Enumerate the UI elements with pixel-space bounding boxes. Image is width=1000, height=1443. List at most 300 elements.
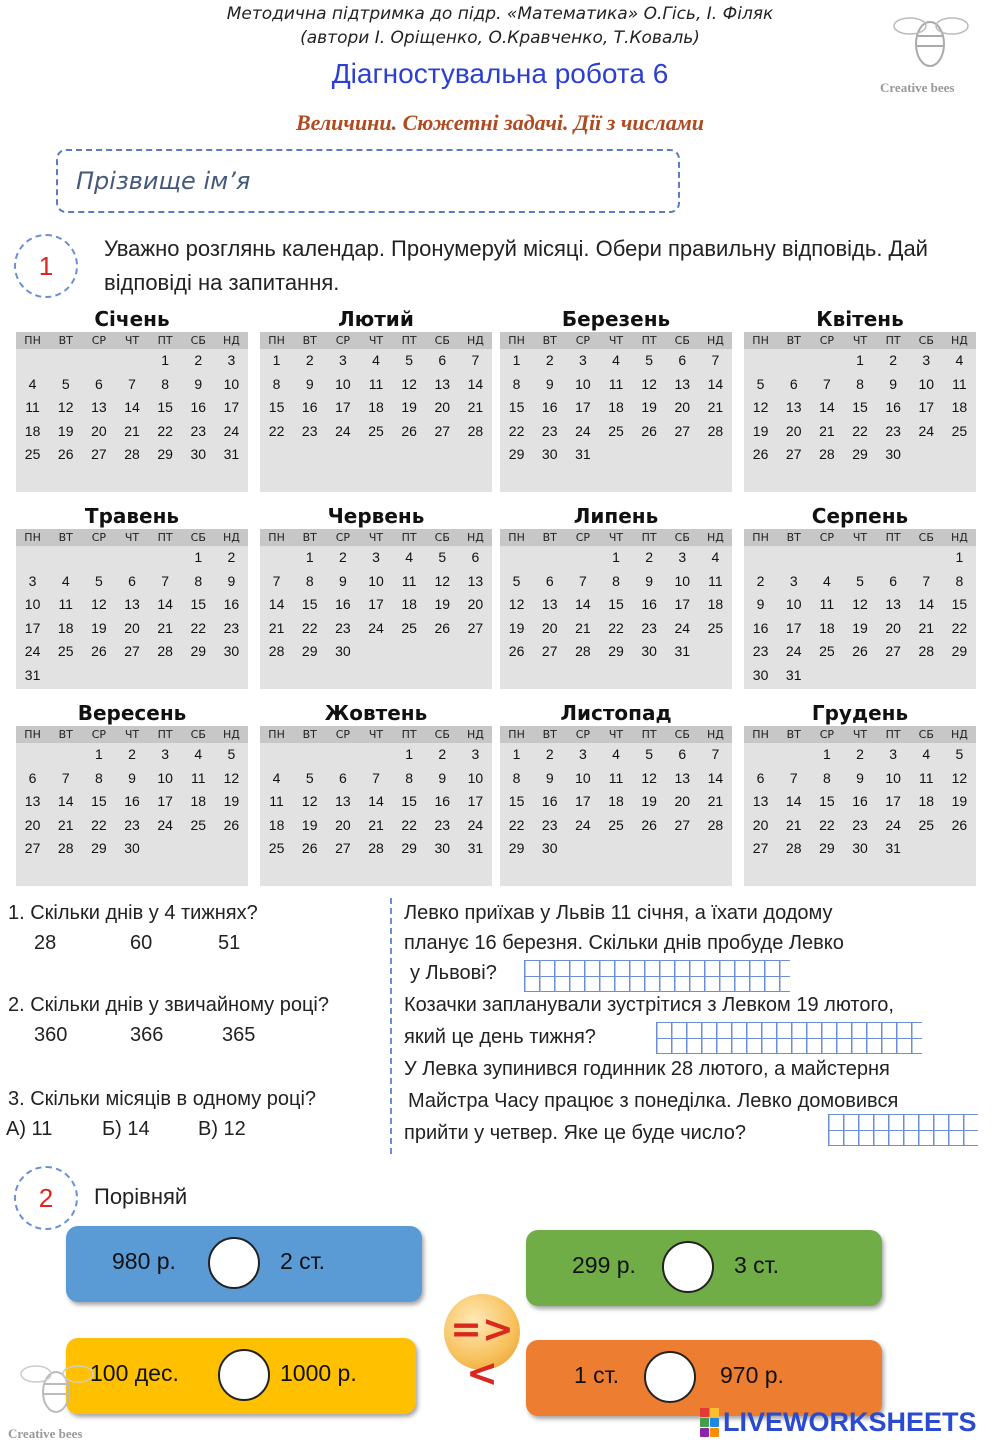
day-cell: [16, 743, 49, 767]
problem-2-answer-grid[interactable]: [656, 1022, 922, 1054]
weekday-label: ПТ: [401, 728, 417, 741]
day-cell: 25: [24, 446, 41, 462]
weekday-label: ПТ: [641, 728, 657, 741]
week-row: [16, 743, 248, 767]
compare-3-answer-circle[interactable]: [218, 1349, 270, 1401]
weekday-label: СР: [819, 728, 835, 741]
day-cell: 18: [57, 619, 74, 636]
day-cell: 19: [641, 793, 657, 809]
day-cell: 24: [467, 816, 484, 833]
week-row: [16, 814, 248, 838]
day-cell: 17: [575, 793, 591, 809]
day-cell: 24: [575, 816, 591, 833]
month-name: Травень: [84, 504, 180, 528]
weekday-label: ПН: [268, 728, 285, 741]
day-cell: 4: [272, 769, 281, 786]
q1-option-a[interactable]: 28: [34, 932, 57, 954]
weekday-label: НД: [950, 728, 968, 741]
week-row: [744, 443, 976, 467]
day-cell: [910, 837, 943, 861]
day-cell: 8: [856, 375, 864, 392]
month-calendar: [500, 503, 732, 689]
day-cell: 17: [674, 596, 691, 612]
weekday-label: ПН: [24, 728, 41, 741]
day-cell: 7: [61, 769, 70, 786]
day-cell: [744, 349, 777, 373]
day-cell: 2: [756, 572, 765, 589]
day-cell: 11: [608, 769, 624, 786]
day-cell: 4: [194, 746, 203, 762]
day-cell: 15: [401, 793, 417, 809]
day-cell: [910, 443, 943, 467]
day-cell: 15: [819, 793, 835, 809]
day-cell: 8: [94, 769, 103, 786]
month-name: Жовтень: [324, 701, 428, 725]
weekday-label: СБ: [190, 728, 206, 741]
month-grid: [260, 726, 492, 886]
week-row: [16, 593, 248, 617]
day-cell: 9: [545, 375, 554, 392]
day-cell: 7: [822, 375, 831, 392]
month-name: Січень: [94, 307, 170, 331]
weekday-label: СБ: [918, 531, 934, 544]
day-cell: 29: [301, 643, 318, 659]
weekday-label: СБ: [190, 531, 206, 544]
day-cell: 10: [575, 375, 591, 392]
day-cell: [777, 349, 810, 373]
brand-label: Creative bees: [880, 80, 955, 95]
day-cell: 24: [785, 643, 802, 659]
week-row: [260, 837, 492, 861]
day-cell: 21: [785, 816, 802, 833]
day-cell: 16: [885, 399, 901, 415]
day-cell: 30: [124, 840, 140, 856]
day-cell: 18: [918, 793, 935, 809]
weekday-label: СБ: [918, 334, 934, 347]
day-cell: 14: [819, 399, 835, 415]
day-cell: 21: [918, 619, 935, 636]
problem-1-answer-grid[interactable]: [524, 960, 790, 992]
weekday-label: ЧТ: [608, 334, 624, 347]
day-cell: 5: [512, 572, 521, 589]
day-cell: 18: [268, 816, 285, 833]
day-cell: 2: [438, 746, 447, 762]
day-cell: 16: [335, 596, 351, 612]
weekday-label: СР: [91, 334, 107, 347]
day-cell: 28: [467, 422, 484, 439]
q2-option-b[interactable]: 366: [130, 1024, 164, 1046]
month-grid: [500, 529, 732, 689]
day-cell: 6: [471, 549, 480, 565]
weekday-label: ЧТ: [368, 728, 384, 741]
day-cell: [49, 664, 82, 688]
day-cell: 1: [405, 746, 414, 762]
day-cell: 23: [335, 619, 351, 636]
day-cell: 22: [819, 816, 835, 833]
day-cell: [459, 640, 492, 664]
day-cell: 22: [852, 422, 868, 439]
day-cell: 5: [756, 375, 765, 392]
day-cell: 27: [467, 619, 484, 636]
day-cell: 23: [541, 816, 558, 833]
day-cell: 22: [268, 422, 285, 439]
day-cell: [599, 443, 632, 467]
liveworksheets-icon: [700, 1408, 719, 1437]
day-cell: [810, 349, 843, 373]
day-cell: 27: [885, 643, 901, 659]
day-cell: 7: [578, 572, 587, 589]
compare-box-4: [526, 1340, 882, 1416]
day-cell: 12: [91, 596, 107, 612]
day-cell: 26: [752, 446, 769, 462]
day-cell: 31: [785, 666, 802, 683]
weekday-label: НД: [706, 728, 724, 741]
day-cell: 2: [856, 746, 864, 762]
weekday-label: НД: [466, 728, 484, 741]
day-cell: [49, 349, 82, 373]
compare-2-answer-circle[interactable]: [662, 1241, 714, 1293]
day-cell: [877, 664, 910, 688]
day-cell: 3: [227, 352, 236, 368]
day-cell: 19: [223, 793, 240, 809]
month-name: Лютий: [338, 307, 414, 331]
weekday-label: СР: [819, 334, 835, 347]
week-row: [16, 640, 248, 664]
week-row: [744, 420, 976, 444]
weekday-label: ВТ: [58, 728, 73, 741]
day-cell: 23: [852, 816, 868, 833]
day-cell: 25: [401, 619, 417, 636]
day-cell: [293, 743, 326, 767]
day-cell: 10: [785, 596, 802, 612]
weekday-label: ВТ: [542, 728, 557, 741]
problem-3-line-1: У Левка зупинився годинник 28 лютого, а майстерня: [404, 1058, 890, 1080]
day-cell: 11: [608, 375, 624, 392]
month-name: Вересень: [77, 701, 187, 725]
day-cell: 29: [190, 643, 207, 659]
day-cell: 6: [545, 572, 554, 589]
day-cell: 27: [752, 840, 769, 856]
weekday-label: ВТ: [58, 531, 73, 544]
weekday-label: ЧТ: [608, 531, 624, 544]
week-row: [16, 664, 248, 688]
day-cell: 15: [91, 793, 107, 809]
month-calendar: [260, 503, 492, 689]
month-calendar: [744, 700, 976, 886]
q2-option-c[interactable]: 365: [222, 1024, 256, 1046]
day-cell: 9: [305, 375, 314, 392]
weekday-header: [500, 726, 732, 743]
day-cell: 20: [335, 816, 351, 833]
day-cell: [326, 743, 359, 767]
day-cell: 22: [508, 816, 525, 833]
day-cell: 11: [919, 769, 934, 786]
day-cell: 15: [190, 596, 207, 612]
bee-icon: [880, 6, 996, 76]
day-cell: 26: [91, 643, 107, 659]
problem-2-line-1: Козачки запланували зустрітися з Левком 19 лютого,: [404, 994, 894, 1016]
day-cell: 16: [223, 596, 240, 612]
day-cell: 8: [612, 572, 620, 589]
day-cell: 19: [951, 793, 968, 809]
day-cell: [877, 546, 910, 570]
day-cell: 16: [541, 399, 558, 415]
weekday-label: ПН: [752, 531, 769, 544]
month-grid: [744, 726, 976, 886]
compare-3-right: 1000 р.: [280, 1360, 357, 1386]
q1-option-c[interactable]: 51: [218, 932, 241, 954]
month-name: Червень: [327, 504, 425, 528]
weekday-label: ВТ: [786, 531, 801, 544]
day-cell: 22: [608, 619, 624, 636]
weekday-label: СР: [91, 531, 107, 544]
compare-box-2: [526, 1230, 882, 1306]
day-cell: [82, 664, 115, 688]
day-cell: 10: [335, 375, 351, 392]
weekday-label: СР: [575, 728, 591, 741]
day-cell: [182, 664, 215, 688]
day-cell: 9: [438, 769, 447, 786]
day-cell: 26: [641, 816, 657, 833]
day-cell: 8: [955, 572, 964, 589]
weekday-label: СР: [335, 728, 351, 741]
day-cell: 3: [678, 549, 687, 565]
day-cell: 6: [789, 375, 798, 392]
day-cell: 10: [368, 572, 384, 589]
weekday-label: ВТ: [542, 334, 557, 347]
weekday-label: НД: [950, 531, 968, 544]
weekday-label: СБ: [434, 531, 450, 544]
week-row: [16, 373, 248, 397]
day-cell: 7: [922, 572, 931, 589]
day-cell: 4: [372, 352, 380, 368]
day-cell: [260, 546, 293, 570]
q3-option-a[interactable]: А) 11: [6, 1118, 53, 1140]
day-cell: 20: [467, 596, 484, 612]
day-cell: 5: [61, 375, 70, 392]
day-cell: 3: [471, 746, 480, 762]
day-cell: 13: [674, 769, 691, 786]
month-grid: [744, 332, 976, 492]
day-cell: 1: [512, 352, 521, 368]
day-cell: 15: [608, 596, 624, 612]
day-cell: 1: [272, 352, 281, 368]
day-cell: 21: [707, 793, 724, 809]
day-cell: 28: [57, 840, 74, 856]
day-cell: 24: [157, 816, 173, 833]
weekday-label: ВТ: [786, 334, 801, 347]
weekday-label: НД: [706, 334, 724, 347]
week-row: [500, 349, 732, 373]
day-cell: 28: [707, 422, 724, 439]
day-cell: 31: [24, 666, 41, 683]
day-cell: [777, 743, 810, 767]
weekday-label: СР: [91, 728, 107, 741]
weekday-label: СБ: [434, 728, 450, 741]
day-cell: 27: [91, 446, 107, 462]
day-cell: 13: [467, 572, 484, 589]
weekday-label: НД: [706, 531, 724, 544]
day-cell: 2: [889, 352, 898, 368]
q3-option-b[interactable]: Б) 14: [102, 1118, 150, 1140]
day-cell: 5: [94, 572, 103, 589]
day-cell: 10: [24, 596, 41, 612]
compare-4-answer-circle[interactable]: [644, 1351, 696, 1403]
day-cell: 6: [678, 352, 687, 368]
week-row: [744, 570, 976, 594]
day-cell: 8: [512, 375, 521, 392]
day-cell: 14: [467, 375, 484, 392]
day-cell: 21: [467, 399, 484, 415]
weekday-label: ПТ: [885, 531, 901, 544]
day-cell: 28: [157, 643, 173, 659]
day-cell: 17: [885, 793, 901, 809]
weekday-label: ПН: [508, 728, 525, 741]
day-cell: 31: [223, 446, 240, 462]
compare-1-answer-circle[interactable]: [208, 1237, 260, 1289]
day-cell: [115, 664, 148, 688]
week-row: [16, 617, 248, 641]
day-cell: 18: [24, 422, 41, 439]
day-cell: 28: [918, 643, 935, 659]
day-cell: 23: [641, 619, 657, 636]
day-cell: [943, 443, 976, 467]
day-cell: 27: [674, 422, 691, 439]
day-cell: 20: [674, 399, 691, 415]
weekday-label: СР: [575, 531, 591, 544]
day-cell: 20: [434, 399, 451, 415]
day-cell: 28: [124, 446, 140, 462]
day-cell: 25: [707, 619, 724, 636]
day-cell: 13: [752, 793, 769, 809]
day-cell: 18: [190, 793, 207, 809]
day-cell: 15: [268, 399, 285, 415]
weekday-label: НД: [466, 334, 484, 347]
weekday-label: НД: [466, 531, 484, 544]
day-cell: [566, 546, 599, 570]
compare-1-right: 2 ст.: [280, 1248, 326, 1274]
month-grid: [16, 726, 248, 886]
compare-4-left: 1 ст.: [574, 1362, 620, 1388]
day-cell: 5: [645, 746, 654, 762]
question-2: 2. Скільки днів у звичайному році?: [8, 994, 329, 1016]
day-cell: 14: [785, 793, 802, 809]
day-cell: 13: [674, 375, 691, 392]
day-cell: 27: [434, 422, 451, 439]
task-1-number: 1: [14, 234, 78, 298]
q3-option-c[interactable]: В) 12: [198, 1118, 246, 1140]
divider-line: [390, 898, 392, 1154]
day-cell: 17: [24, 619, 41, 636]
weekday-label: СР: [335, 334, 351, 347]
day-cell: [943, 837, 976, 861]
day-cell: [359, 743, 392, 767]
week-row: [500, 396, 732, 420]
day-cell: [533, 546, 566, 570]
day-cell: 18: [368, 399, 384, 415]
day-cell: 26: [57, 446, 74, 462]
day-cell: 19: [852, 619, 868, 636]
problem-3-answer-grid[interactable]: [828, 1114, 978, 1146]
week-row: [260, 767, 492, 791]
day-cell: 2: [194, 352, 203, 368]
bee-logo-bottom: [2, 1356, 122, 1442]
day-cell: 15: [951, 596, 968, 612]
day-cell: [49, 743, 82, 767]
day-cell: 5: [305, 769, 314, 786]
day-cell: 7: [789, 769, 798, 786]
day-cell: [633, 443, 666, 467]
day-cell: 7: [128, 375, 136, 392]
day-cell: 24: [223, 422, 240, 439]
day-cell: 15: [508, 399, 525, 415]
day-cell: 26: [401, 422, 417, 439]
day-cell: 3: [578, 352, 587, 368]
week-row: [16, 349, 248, 373]
weekday-label: СБ: [190, 334, 206, 347]
day-cell: 14: [124, 399, 140, 415]
page-subtitle: Величини. Сюжетні задачі. Дії з числами: [295, 110, 704, 135]
day-cell: 16: [752, 619, 769, 636]
day-cell: [16, 546, 49, 570]
day-cell: 2: [305, 352, 314, 368]
day-cell: 9: [856, 769, 864, 786]
week-row: [744, 767, 976, 791]
week-row: [16, 420, 248, 444]
day-cell: 27: [124, 643, 140, 659]
day-cell: 19: [57, 422, 74, 439]
weekday-label: ПТ: [641, 334, 657, 347]
day-cell: 21: [57, 816, 74, 833]
q1-option-b[interactable]: 60: [130, 932, 153, 954]
weekday-label: ВТ: [786, 728, 801, 741]
day-cell: 23: [752, 643, 769, 659]
day-cell: 10: [674, 572, 691, 589]
day-cell: 28: [368, 840, 384, 856]
day-cell: 13: [124, 596, 140, 612]
day-cell: 27: [674, 816, 691, 833]
day-cell: 7: [161, 572, 170, 589]
day-cell: 17: [335, 399, 351, 415]
q2-option-a[interactable]: 360: [34, 1024, 68, 1046]
day-cell: [149, 664, 182, 688]
weekday-label: ПТ: [401, 531, 417, 544]
bee-icon: [2, 1356, 118, 1422]
weekday-label: ЧТ: [852, 728, 868, 741]
day-cell: 30: [641, 643, 657, 659]
weekday-header: [744, 529, 976, 546]
day-cell: 21: [368, 816, 384, 833]
day-cell: [699, 443, 732, 467]
day-cell: 29: [157, 446, 173, 462]
day-cell: 11: [191, 769, 206, 786]
day-cell: 25: [268, 840, 285, 856]
month-grid: [260, 529, 492, 689]
day-cell: 16: [641, 596, 657, 612]
day-cell: 19: [508, 619, 525, 636]
day-cell: 11: [708, 572, 723, 589]
name-field[interactable]: [56, 149, 680, 213]
day-cell: 16: [190, 399, 207, 415]
day-cell: 11: [952, 375, 967, 392]
day-cell: 2: [227, 549, 236, 565]
day-cell: 9: [645, 572, 654, 589]
week-row: [500, 373, 732, 397]
day-cell: 21: [124, 422, 140, 439]
weekday-label: ПТ: [641, 531, 657, 544]
day-cell: 8: [161, 375, 170, 392]
day-cell: 3: [578, 746, 587, 762]
